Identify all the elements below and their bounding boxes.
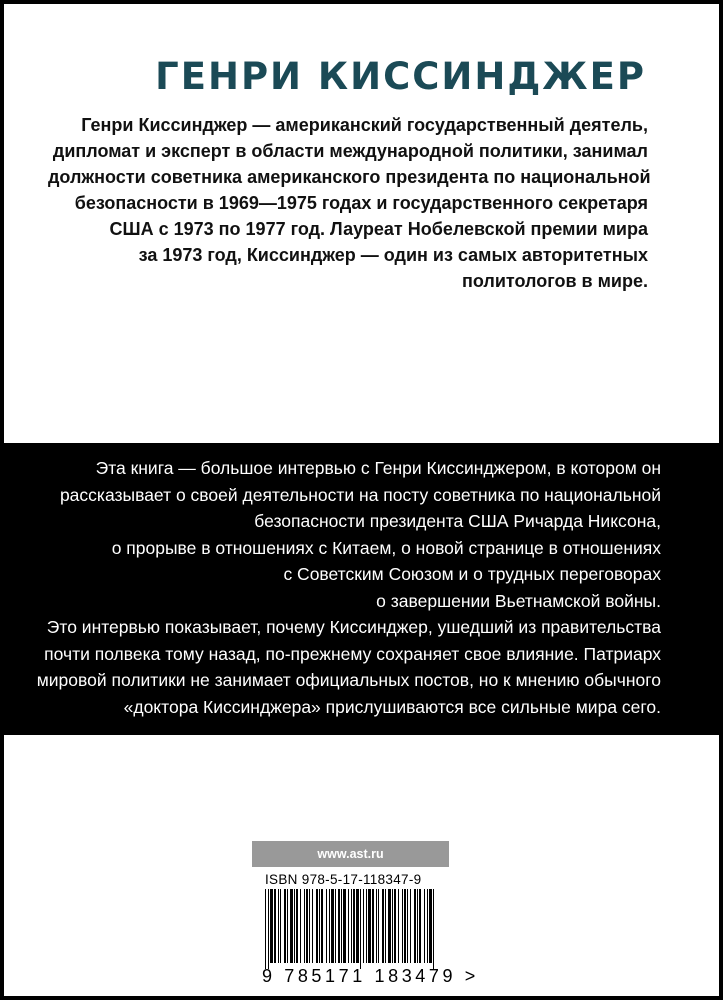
barcode-bar	[378, 889, 379, 963]
barcode-bar	[348, 889, 349, 963]
bio-line: политологов в мире.	[461, 271, 648, 291]
barcode-bar	[360, 889, 361, 969]
barcode-bar	[407, 889, 408, 963]
barcode-bar	[376, 889, 377, 963]
publisher-url: www.ast.ru	[252, 841, 449, 867]
synopsis-line: «доктора Киссинджера» прислушиваются все сильные мира сего.	[123, 696, 661, 717]
barcode-bar	[351, 889, 352, 963]
barcode-bar	[372, 889, 374, 963]
barcode-bar	[433, 889, 434, 969]
barcode-bar	[353, 889, 355, 963]
barcode-bar	[284, 889, 286, 963]
barcode-bar	[424, 889, 425, 963]
synopsis-line: Это интервью показывает, почему Киссинджер, ушедший из правительства	[46, 617, 661, 637]
barcode-bar	[388, 889, 391, 963]
barcode-bar	[343, 889, 346, 963]
synopsis-line: мировой политики не занимает официальных постов, но к мнению обычного	[36, 670, 661, 690]
bio-line: за 1973 год, Киссинджер — один из самых авторитетных	[138, 245, 648, 265]
synopsis-line: о завершении Вьетнамской войны.	[376, 590, 661, 611]
barcode-bar	[331, 889, 334, 963]
barcode-bar	[278, 889, 279, 963]
barcode-bar	[427, 889, 428, 963]
barcode-bar	[368, 889, 371, 963]
barcode-bar	[385, 889, 386, 963]
barcode-bar	[419, 889, 421, 963]
barcode-bar	[398, 889, 399, 963]
barcode-bar	[329, 889, 330, 963]
barcode-bar	[382, 889, 384, 963]
barcode-digits: 9 785171 183479 >	[262, 966, 479, 986]
synopsis-line: Эта книга — большое интервью с Генри Киссинджером, в котором он	[95, 458, 661, 478]
author-name-title: ГЕНРИ КИССИНДЖЕР	[155, 55, 646, 98]
barcode-bar	[338, 889, 340, 963]
barcode-bar	[312, 889, 313, 963]
barcode-bar	[356, 889, 359, 963]
barcode-bar	[300, 889, 301, 963]
barcode-bar	[270, 889, 273, 963]
bio-line: Генри Киссинджер — американский государственный деятель,	[81, 115, 648, 135]
bio-line: безопасности в 1969—1975 годах и государственного секретаря	[74, 193, 648, 213]
barcode-bar	[274, 889, 276, 963]
barcode-bar	[268, 889, 269, 969]
barcode-bar	[280, 889, 281, 963]
barcode-bar	[341, 889, 342, 963]
barcode-bar	[306, 889, 308, 963]
bio-line: дипломат и эксперт в области международной политики, занимал	[52, 141, 648, 161]
barcode-bar	[319, 889, 320, 963]
barcode-bar	[290, 889, 293, 963]
barcode-bar	[417, 889, 418, 963]
barcode-image	[263, 889, 439, 969]
barcode-bar	[394, 889, 396, 963]
book-synopsis	[21, 455, 661, 720]
synopsis-line: рассказывает о своей деятельности на посту советника по национальной	[59, 484, 661, 505]
barcode-bar	[429, 889, 432, 963]
synopsis-line: о прорыве в отношениях с Китаем, о новой странице в отношениях	[111, 537, 661, 558]
barcode-bar	[309, 889, 310, 963]
synopsis-line: почти полвека тому назад, по-прежнему сохраняет свое влияние. Патриарх	[44, 643, 661, 664]
bio-line: США с 1973 по 1977 год. Лауреат Нобелевской премии мира	[109, 219, 648, 239]
barcode-bar	[321, 889, 323, 963]
barcode-bar	[294, 889, 295, 963]
barcode-bar	[296, 889, 298, 963]
barcode-bar	[392, 889, 393, 963]
barcode-bar	[304, 889, 305, 963]
barcode-bar	[414, 889, 416, 963]
barcode-bar	[363, 889, 364, 963]
barcode-bar	[326, 889, 327, 963]
barcode-bar	[404, 889, 406, 963]
barcode-bar	[316, 889, 318, 963]
barcode-bar	[402, 889, 403, 963]
barcode-bar	[265, 889, 266, 969]
isbn-label: ISBN 978-5-17-118347-9	[265, 872, 422, 887]
synopsis-line: с Советским Союзом и о трудных переговорах	[283, 564, 661, 584]
barcode-bar	[366, 889, 367, 963]
barcode-bar	[287, 889, 288, 963]
barcode-bar	[335, 889, 336, 963]
synopsis-line: безопасности президента США Ричарда Никсона,	[254, 511, 661, 531]
barcode-bar	[410, 889, 411, 963]
author-bio	[48, 112, 651, 294]
bio-line: должности советника американского президента по национальной	[48, 167, 651, 187]
